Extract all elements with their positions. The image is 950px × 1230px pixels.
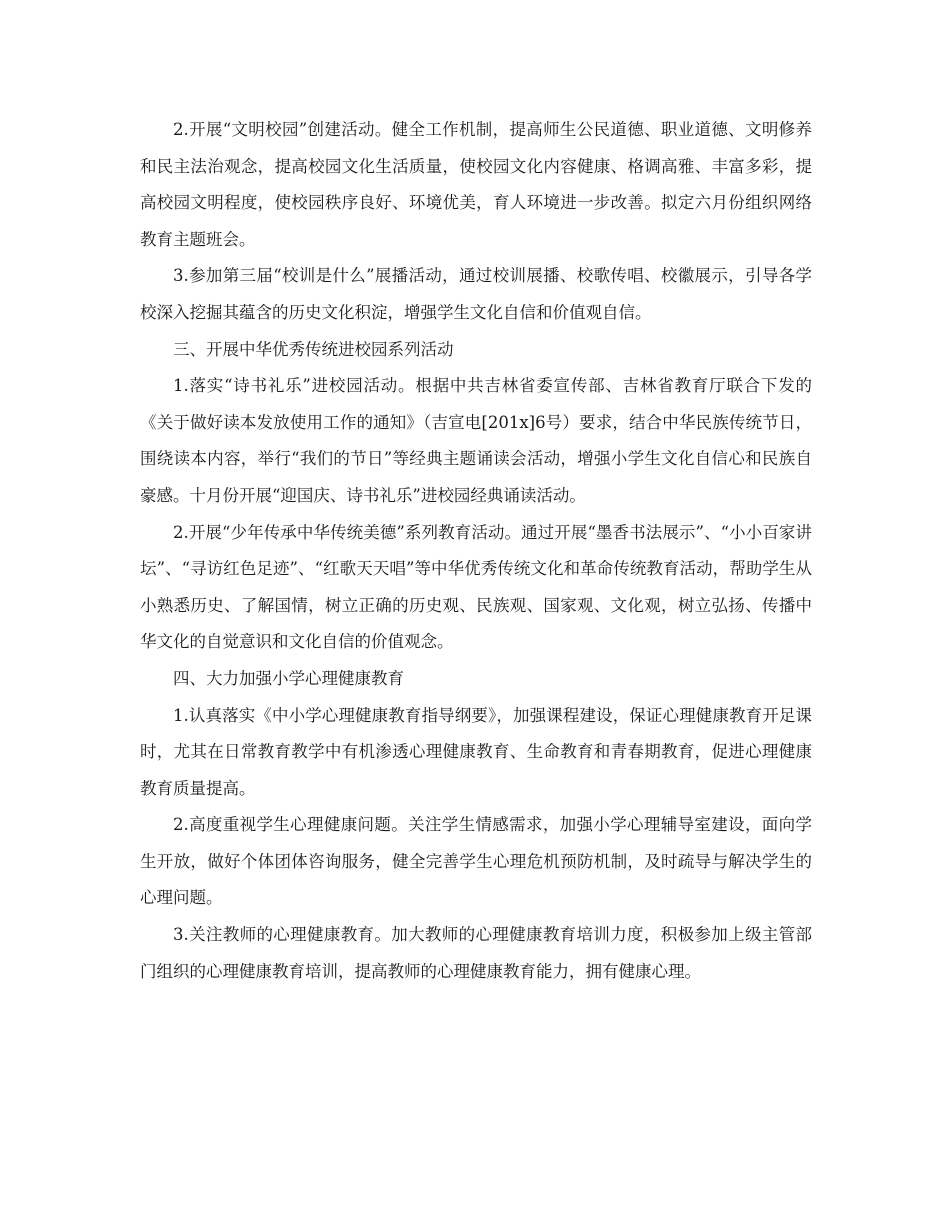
section-heading-traditional-culture: 三、开展中华优秀传统进校园系列活动 bbox=[173, 339, 454, 359]
paragraph-traditional-virtues: 2.开展“少年传承中华传统美德”系列教育活动。通过开展“墨香书法展示”、“小小百家讲坛”、“寻访红色足迹”、“红歌天天唱”等中华优秀传统文化和革命传统教育活动，帮助学生从小熟悉历史、了解国情，树立正确的历史观、民族观、国家观、文化观，树立弘扬、传播中华文化的自觉意识和文化自信的价值观念。 bbox=[140, 522, 812, 652]
paragraph-poetry-rites: 1.落实“诗书礼乐”进校园活动。根据中共吉林省委宣传部、吉林省教育厅联合下发的《关于做好读本发放使用工作的通知》（吉宣电[201x]6号）要求，结合中华民族传统节日，围绕读本内容，举行“我们的节日”等经典主题诵读会活动，增强小学生文化自信心和民族自豪感。十月份开展“迎国庆、诗书礼乐”进校园经典诵读活动。 bbox=[140, 376, 812, 505]
document-body bbox=[140, 112, 812, 990]
paragraph-civilized-campus: 2.开展“文明校园”创建活动。健全工作机制，提高师生公民道德、职业道德、文明修养和民主法治观念，提高校园文化生活质量，使校园文化内容健康、格调高雅、丰富多彩，提高校园文明程度，使校园秩序良好、环境优美，育人环境进一步改善。拟定六月份组织网络教育主题班会。 bbox=[140, 120, 812, 249]
paragraph-teacher-mental-health: 3.关注教师的心理健康教育。加大教师的心理健康教育培训力度，积极参加上级主管部门组织的心理健康教育培训，提高教师的心理健康教育能力，拥有健康心理。 bbox=[140, 925, 812, 981]
paragraph-school-motto: 3.参加第三届“校训是什么”展播活动，通过校训展播、校歌传唱、校徽展示，引导各学校深入挖掘其蕴含的历史文化积淀，增强学生文化自信和价值观自信。 bbox=[140, 266, 812, 322]
paragraph-student-mental-health: 2.高度重视学生心理健康问题。关注学生情感需求，加强小学心理辅导室建设，面向学生开放，做好个体团体咨询服务，健全完善学生心理危机预防机制，及时疏导与解决学生的心理问题。 bbox=[140, 815, 812, 908]
paragraph-mental-health-guidelines: 1.认真落实《中小学心理健康教育指导纲要》，加强课程建设，保证心理健康教育开足课时，尤其在日常教育教学中有机渗透心理健康教育、生命教育和青春期教育，促进心理健康教育质量提高。 bbox=[140, 705, 812, 798]
section-heading-mental-health: 四、大力加强小学心理健康教育 bbox=[173, 668, 404, 688]
